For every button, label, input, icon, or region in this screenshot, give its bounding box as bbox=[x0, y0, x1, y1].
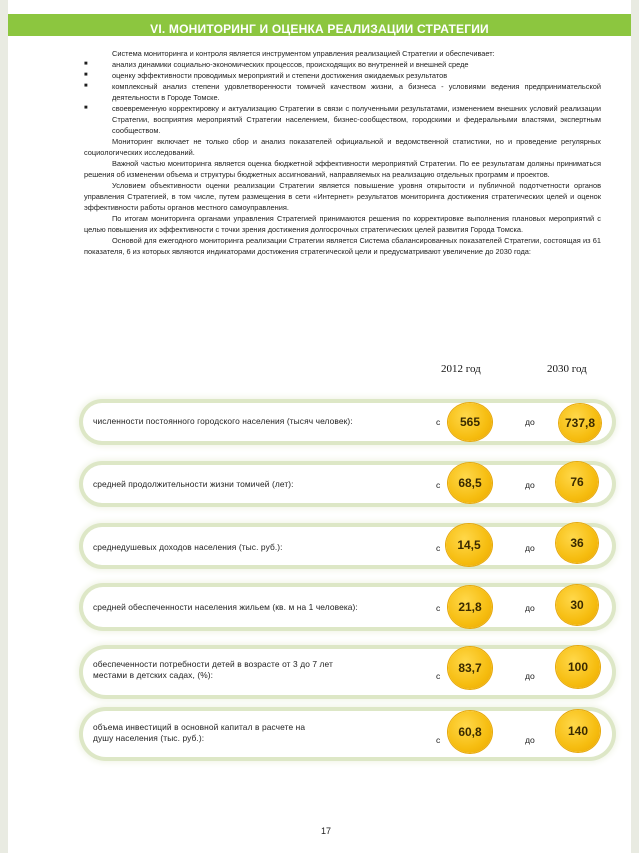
value-to-badge: 140 bbox=[556, 710, 600, 752]
value-to-badge: 30 bbox=[556, 585, 598, 625]
to-word: до bbox=[525, 480, 535, 490]
bullet-icon: ■ bbox=[84, 72, 88, 78]
bullet-item: ■ своевременную корректировку и актуализацию Стратегии в связи с полученными результатами, изменением внешних условий реализации Стратегии, восприятия мероприятий Стратегии населением, бизнес-сообществом, городскими и федеральными властями, экспертным сообществом. bbox=[84, 104, 601, 135]
from-word: с bbox=[436, 603, 441, 613]
indicator-label: обеспеченности потребности детей в возрасте от 3 до 7 лет местами в детских садах, (%): bbox=[93, 659, 333, 680]
value-to-badge: 100 bbox=[556, 646, 600, 688]
indicator-label: численности постоянного городского населения (тысяч человек): bbox=[93, 416, 353, 426]
year-to-heading: 2030 год bbox=[547, 363, 587, 375]
to-word: до bbox=[525, 417, 535, 427]
to-word: до bbox=[525, 671, 535, 681]
from-word: с bbox=[436, 417, 441, 427]
indicator-row bbox=[83, 403, 612, 441]
year-from-heading: 2012 год bbox=[441, 363, 481, 375]
value-from-badge: 60,8 bbox=[448, 711, 492, 753]
bullet-item: ■ комплексный анализ степени удовлетворенности томичей качеством жизни, а бизнеса - условиями ведения предпринимательской деятельности в Городе Томске. bbox=[84, 82, 601, 102]
bullet-item: ■ оценку эффективности проводимых мероприятий и степени достижения ожидаемых результатов bbox=[84, 71, 448, 80]
paragraph: Важной частью мониторинга является оценка бюджетной эффективности мероприятий Стратегии. По ее результатам должны приниматься решения об изменении объема и структуры бюджетных ассигнований, направляемых на реализацию отдельных программ и проектов. bbox=[84, 159, 601, 179]
paragraph: Условием объективности оценки реализации Стратегии является повышение уровня открытости и публичной подотчетности органов управления Стратегией, в том числе, путем размещения в сети «Интернет» результатов мониторинга достижения стратегических целей и оценок эффективности работы органов местного самоуправления. bbox=[84, 181, 601, 212]
indicator-label: объема инвестиций в основной капитал в расчете на душу населения (тыс. руб.): bbox=[93, 722, 306, 743]
section-header bbox=[8, 14, 631, 36]
indicator-label: средней продолжительности жизни томичей (лет): bbox=[93, 479, 294, 489]
from-word: с bbox=[436, 543, 441, 553]
paragraph: Система мониторинга и контроля является инструментом управления реализацией Стратегии и обеспечивает: bbox=[112, 49, 495, 58]
bullet-icon: ■ bbox=[84, 61, 88, 67]
from-word: с bbox=[436, 735, 441, 745]
page bbox=[8, 0, 631, 853]
body-text bbox=[84, 48, 601, 257]
section-title: VI. МОНИТОРИНГ И ОЦЕНКА РЕАЛИЗАЦИИ СТРАТЕГИИ bbox=[150, 22, 489, 36]
value-to-badge: 36 bbox=[556, 523, 598, 563]
from-word: с bbox=[436, 671, 441, 681]
paragraph: По итогам мониторинга органами управления Стратегией принимаются решения по корректировке выполнения плановых мероприятий с целью повышения их эффективности с точки зрения достижения долгосрочных стратегических целей развития Города Томска. bbox=[84, 214, 601, 234]
indicator-row bbox=[83, 587, 612, 627]
to-word: до bbox=[525, 543, 535, 553]
value-from-badge: 83,7 bbox=[448, 647, 492, 689]
bullet-icon: ■ bbox=[84, 105, 88, 111]
indicator-label: среднедушевых доходов населения (тыс. руб.): bbox=[93, 542, 283, 552]
value-from-badge: 68,5 bbox=[448, 463, 492, 503]
indicator-row bbox=[83, 711, 612, 757]
indicator-row bbox=[83, 649, 612, 695]
value-from-badge: 14,5 bbox=[446, 524, 492, 566]
indicator-row bbox=[83, 465, 612, 503]
indicator-row bbox=[83, 527, 612, 565]
paragraph: Мониторинг включает не только сбор и анализ показателей официальной и ведомственной статистики, но и проведение регулярных социологических исследований. bbox=[84, 137, 601, 157]
value-from-badge: 21,8 bbox=[448, 586, 492, 628]
value-to-badge: 737,8 bbox=[559, 404, 601, 442]
bullet-item: ■ анализ динамики социально-экономических процессов, происходящих во внутренней и внешней среде bbox=[84, 60, 469, 69]
bullet-icon: ■ bbox=[84, 83, 88, 89]
from-word: с bbox=[436, 480, 441, 490]
page-number: 17 bbox=[321, 826, 332, 836]
to-word: до bbox=[525, 603, 535, 613]
value-from-badge: 565 bbox=[448, 403, 492, 441]
indicator-label: средней обеспеченности населения жильем (кв. м на 1 человека): bbox=[93, 602, 358, 612]
paragraph: Основой для ежегодного мониторинга реализации Стратегии является Система сбалансированных показателей Стратегии, состоящая из 61 показателя, 6 из которых являются индикаторами достижения стратегической цели и предусматривают увеличение до 2030 года: bbox=[84, 236, 601, 256]
to-word: до bbox=[525, 735, 535, 745]
value-to-badge: 76 bbox=[556, 462, 598, 502]
